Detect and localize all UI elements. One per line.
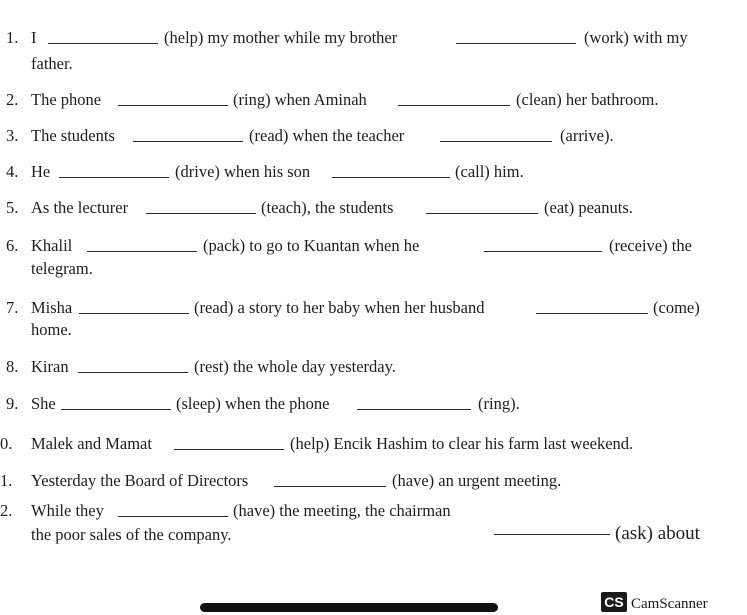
item-number: 2.: [6, 90, 19, 109]
item-number: 0.: [0, 434, 13, 453]
item-text: The students: [31, 126, 115, 145]
item-text: Misha: [31, 298, 73, 317]
item-text: (clean) her bathroom.: [516, 90, 659, 109]
item-text: (teach), the students: [261, 198, 394, 217]
item-text: He: [31, 162, 51, 181]
item-text: (receive) the: [609, 236, 692, 255]
item-text: (have) the meeting, the chairman: [233, 501, 451, 520]
item-text: (have) an urgent meeting.: [392, 471, 562, 490]
item-text: (rest) the whole day yesterday.: [194, 357, 396, 376]
item-number: 4.: [6, 162, 19, 181]
answer-blank[interactable]: [79, 313, 189, 314]
item-number: 8.: [6, 357, 19, 376]
answer-blank[interactable]: [118, 105, 228, 106]
item-number: 1.: [6, 28, 19, 47]
item-number: 2.: [0, 501, 13, 520]
answer-blank[interactable]: [78, 372, 188, 373]
item-text: (work) with my: [584, 28, 688, 47]
answer-blank[interactable]: [274, 486, 386, 487]
item-text: the poor sales of the company.: [31, 525, 232, 544]
item-text: (read) when the teacher: [249, 126, 405, 145]
answer-blank[interactable]: [536, 313, 648, 314]
answer-blank[interactable]: [426, 213, 538, 214]
answer-blank[interactable]: [332, 177, 450, 178]
item-text: While they: [31, 501, 104, 520]
item-text: (come): [653, 298, 700, 317]
item-text: Malek and Mamat: [31, 434, 152, 453]
answer-blank[interactable]: [61, 409, 171, 410]
item-text: (call) him.: [455, 162, 524, 181]
camscanner-logo: CS: [601, 592, 627, 612]
answer-blank[interactable]: [494, 534, 610, 535]
item-number: 7.: [6, 298, 19, 317]
item-text: The phone: [31, 90, 102, 109]
item-text: (ring) when Aminah: [233, 90, 367, 109]
item-text: father.: [31, 54, 73, 73]
answer-blank[interactable]: [440, 141, 552, 142]
answer-blank[interactable]: [48, 43, 158, 44]
answer-blank[interactable]: [146, 213, 256, 214]
item-text: She: [31, 394, 56, 413]
home-indicator-bar: [200, 603, 498, 612]
answer-blank[interactable]: [133, 141, 243, 142]
item-number: 6.: [6, 236, 19, 255]
item-text: Khalil: [31, 236, 73, 255]
item-number: 3.: [6, 126, 19, 145]
item-text: (help) Encik Hashim to clear his farm last weekend.: [290, 434, 634, 453]
answer-blank[interactable]: [484, 251, 602, 252]
item-text: Kiran: [31, 357, 69, 376]
item-text: (ask) about: [615, 523, 700, 544]
item-text: Yesterday the Board of Directors: [31, 471, 249, 490]
item-number: 1.: [0, 471, 13, 490]
answer-blank[interactable]: [174, 449, 284, 450]
item-text: (sleep) when the phone: [176, 394, 330, 413]
answer-blank[interactable]: [357, 409, 471, 410]
item-text: As the lecturer: [31, 198, 129, 217]
item-text: (drive) when his son: [175, 162, 311, 181]
answer-blank[interactable]: [87, 251, 197, 252]
answer-blank[interactable]: [456, 43, 576, 44]
item-text: (read) a story to her baby when her husband: [194, 298, 485, 317]
item-text: (eat) peanuts.: [544, 198, 633, 217]
answer-blank[interactable]: [118, 516, 228, 517]
camscanner-watermark: CamScanner: [631, 596, 708, 612]
item-text: (pack) to go to Kuantan when he: [203, 236, 420, 255]
item-text: home.: [31, 320, 72, 339]
answer-blank[interactable]: [398, 105, 510, 106]
answer-blank[interactable]: [59, 177, 169, 178]
item-text: (arrive).: [560, 126, 614, 145]
item-text: (help) my mother while my brother: [164, 28, 398, 47]
item-number: 9.: [6, 394, 19, 413]
item-text: telegram.: [31, 259, 93, 278]
item-text: I: [31, 28, 37, 47]
item-text: (ring).: [478, 394, 520, 413]
item-number: 5.: [6, 198, 19, 217]
